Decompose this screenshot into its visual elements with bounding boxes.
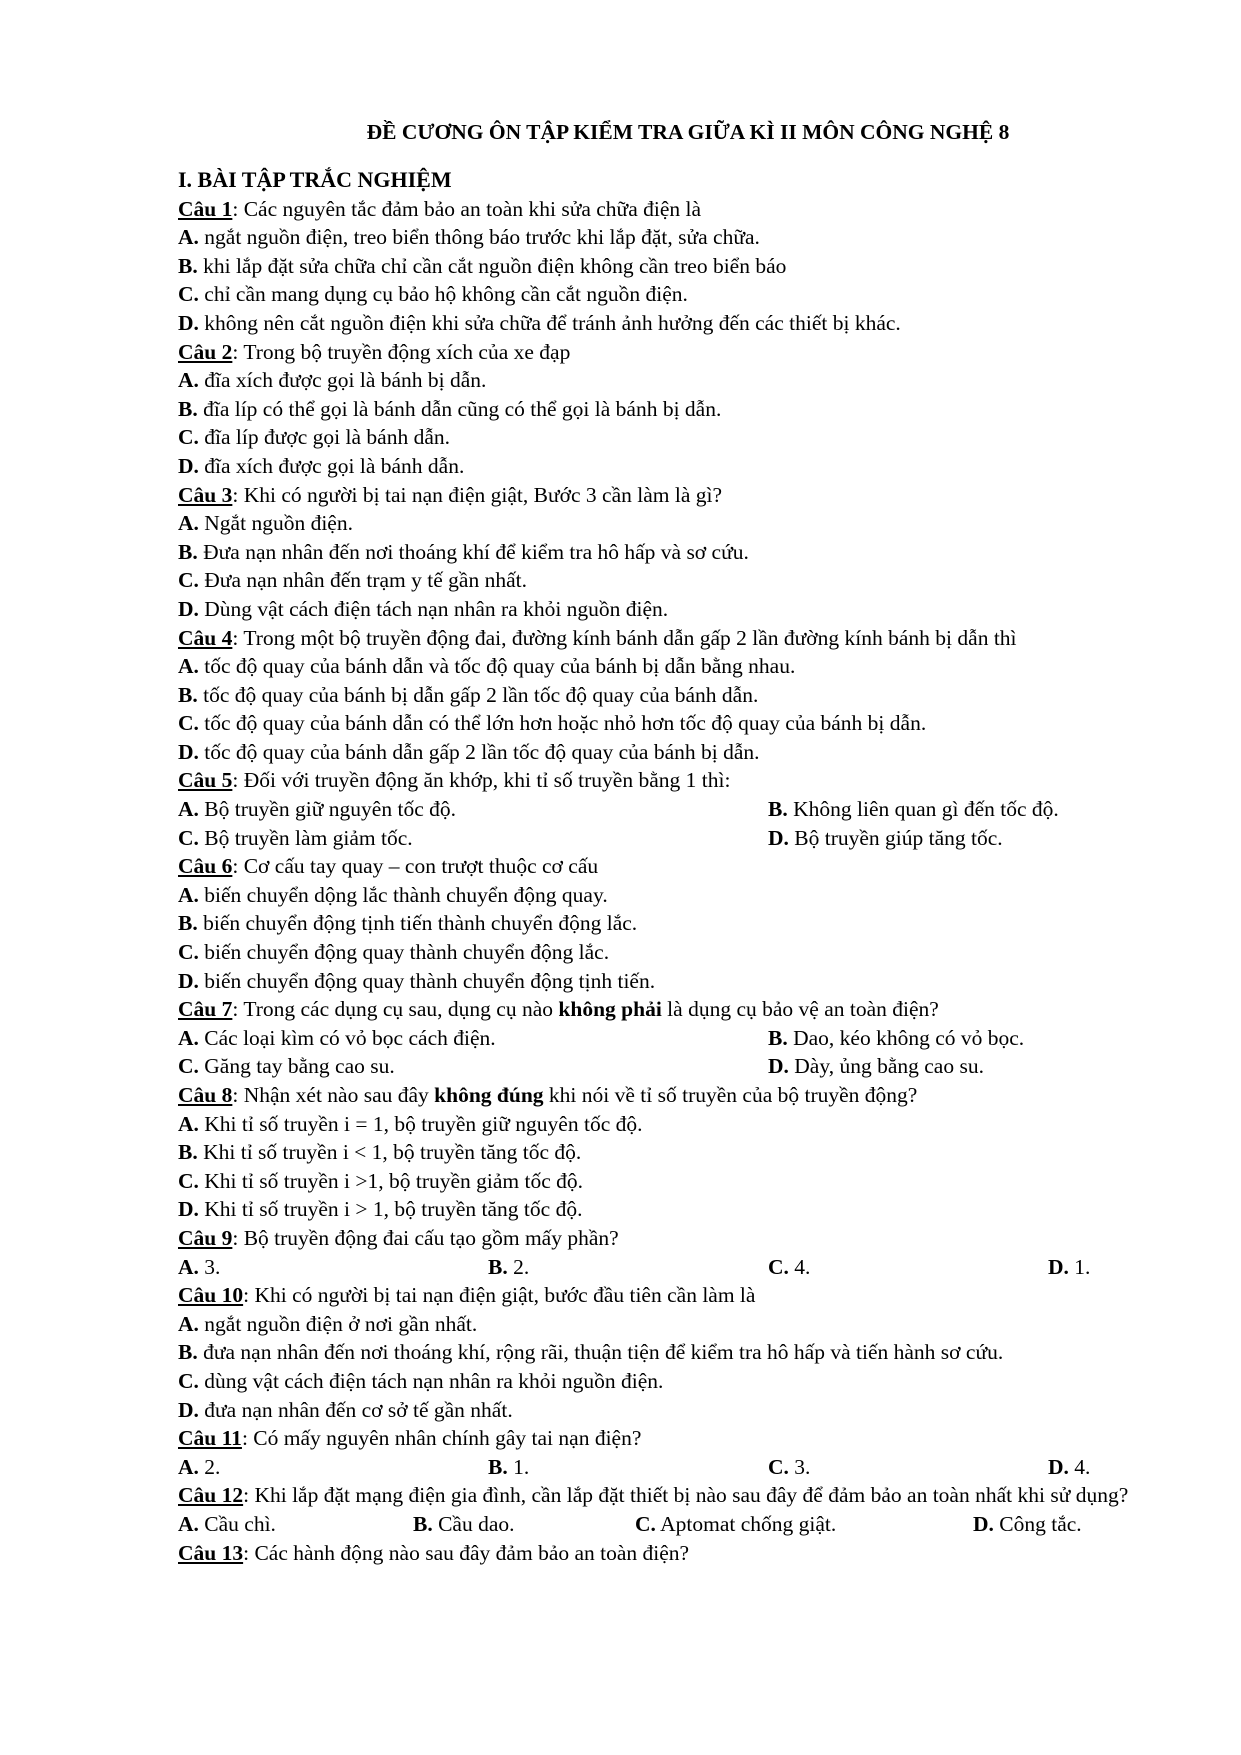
option-c: C. Aptomat chống giật.	[635, 1511, 837, 1536]
question-text: : Các nguyên tắc đảm bảo an toàn khi sửa chữa điện là	[232, 196, 702, 221]
question-4	[178, 624, 1158, 653]
question-text: : Khi có người bị tai nạn điện giật, Bước 3 cần làm là gì?	[232, 482, 723, 507]
question-number: Câu 10	[178, 1283, 244, 1308]
option-b: B. biến chuyển động tịnh tiến thành chuyển động lắc.	[178, 911, 638, 936]
option-b: B. 1.	[488, 1454, 530, 1479]
question-text: : Các hành động nào sau đây đảm bảo an toàn điện?	[243, 1540, 690, 1565]
document-page	[178, 118, 1158, 1567]
emphasis-text: không đúng	[434, 1083, 544, 1107]
question-number: Câu 8	[178, 1083, 233, 1107]
question-7: Câu 7: Trong các dụng cụ sau, dụng cụ nào không phải là dụng cụ bảo vệ an toàn điện?	[178, 997, 939, 1022]
option-c: C. chỉ cần mang dụng cụ bảo hộ không cần cắt nguồn điện.	[178, 282, 688, 307]
option-d: D. 1.	[1048, 1254, 1091, 1279]
option-c: C. Đưa nạn nhân đến trạm y tế gần nhất.	[178, 568, 527, 593]
options-row	[178, 1453, 1158, 1482]
option-b: B. tốc độ quay của bánh bị dẫn gấp 2 lần tốc độ quay của bánh dẫn.	[178, 682, 759, 707]
option-d: D. không nên cắt nguồn điện khi sửa chữa để tránh ảnh hưởng đến các thiết bị khác.	[178, 310, 901, 335]
options-row	[178, 1253, 1158, 1282]
option-a: A. Cầu chì.	[178, 1511, 276, 1536]
question-number: Câu 7	[178, 997, 233, 1022]
option-d: D. biến chuyển động quay thành chuyển động tịnh tiến.	[178, 968, 656, 993]
question-number: Câu 11	[178, 1426, 242, 1451]
option-d: D. đưa nạn nhân đến cơ sở tế gần nhất.	[178, 1397, 513, 1422]
question-9	[178, 1224, 1158, 1253]
question-text: : Khi lắp đặt mạng điện gia đình, cần lắp đặt thiết bị nào sau đây để đảm bảo an toàn nhất khi sử dụng?	[243, 1483, 1129, 1508]
question-number: Câu 13	[178, 1540, 244, 1565]
question-text: : Đối với truyền động ăn khớp, khi tỉ số truyền bằng 1 thì:	[232, 768, 731, 793]
question-number: Câu 6	[178, 854, 233, 879]
question-number: Câu 4	[178, 625, 233, 650]
option-b: B. Không liên quan gì đến tốc độ.	[768, 797, 1059, 822]
option-b: B. đưa nạn nhân đến nơi thoáng khí, rộng rãi, thuận tiện để kiểm tra hô hấp và tiến hành sơ cứu.	[178, 1340, 1004, 1365]
question-8: Câu 8: Nhận xét nào sau đây không đúng khi nói về tỉ số truyền của bộ truyền động?	[178, 1083, 918, 1107]
options-row	[178, 824, 1158, 853]
option-c: C. Khi tỉ số truyền i >1, bộ truyền giảm tốc độ.	[178, 1168, 584, 1193]
options-row	[178, 1052, 1158, 1081]
question-text: : Trong bộ truyền động xích của xe đạp	[232, 339, 571, 364]
question-text: : Khi có người bị tai nạn điện giật, bước đầu tiên cần làm là	[243, 1283, 756, 1308]
question-5	[178, 766, 1158, 795]
option-d: D. Khi tỉ số truyền i > 1, bộ truyền tăng tốc độ.	[178, 1197, 583, 1222]
option-a: A. ngắt nguồn điện, treo biển thông báo trước khi lắp đặt, sửa chữa.	[178, 225, 760, 250]
option-b: B. Dao, kéo không có vỏ bọc.	[768, 1025, 1025, 1050]
question-number: Câu 1	[178, 196, 233, 221]
question-3	[178, 481, 1158, 510]
document-title: ĐỀ CƯƠNG ÔN TẬP KIỂM TRA GIỮA KÌ II MÔN CÔNG NGHỆ 8	[366, 120, 1010, 144]
question-text: : Bộ truyền động đai cấu tạo gồm mấy phần?	[232, 1225, 619, 1250]
option-c: C. Găng tay bằng cao su.	[178, 1054, 395, 1079]
option-a: A. ngắt nguồn điện ở nơi gần nhất.	[178, 1311, 478, 1336]
question-number: Câu 3	[178, 482, 233, 507]
question-text: : Cơ cấu tay quay – con trượt thuộc cơ cấu	[232, 854, 599, 879]
option-c: C. biến chuyển động quay thành chuyển động lắc.	[178, 940, 610, 965]
option-b: B. 2.	[488, 1254, 530, 1279]
question-number: Câu 9	[178, 1225, 233, 1250]
option-a: A. biến chuyển dộng lắc thành chuyển động quay.	[178, 882, 608, 907]
question-text: : Có mấy nguyên nhân chính gây tai nạn điện?	[241, 1426, 642, 1451]
option-d: D. Dùng vật cách điện tách nạn nhân ra khỏi nguồn điện.	[178, 596, 669, 621]
option-c: C. Bộ truyền làm giảm tốc.	[178, 825, 413, 850]
question-13	[178, 1539, 1158, 1568]
option-d: D. Bộ truyền giúp tăng tốc.	[768, 825, 1003, 850]
option-a: A. tốc độ quay của bánh dẫn và tốc độ quay của bánh bị dẫn bằng nhau.	[178, 654, 796, 679]
options-row	[178, 795, 1158, 824]
option-c: C. đĩa líp được gọi là bánh dẫn.	[178, 425, 451, 450]
option-a: A. 2.	[178, 1454, 221, 1479]
question-number: Câu 2	[178, 339, 233, 364]
question-1	[178, 195, 1158, 224]
option-a: A. Bộ truyền giữ nguyên tốc độ.	[178, 797, 456, 822]
option-a: A. Ngắt nguồn điện.	[178, 511, 353, 536]
question-10	[178, 1281, 1158, 1310]
question-2	[178, 338, 1158, 367]
option-c: C. dùng vật cách điện tách nạn nhân ra khỏi nguồn điện.	[178, 1368, 664, 1393]
option-a: A. 3.	[178, 1254, 221, 1279]
option-b: B. Đưa nạn nhân đến nơi thoáng khí để kiểm tra hô hấp và sơ cứu.	[178, 539, 749, 564]
option-a: A. Khi tỉ số truyền i = 1, bộ truyền giữ nguyên tốc độ.	[178, 1111, 643, 1136]
emphasis-text: không phải	[558, 997, 662, 1022]
options-row	[178, 1024, 1158, 1053]
question-number: Câu 5	[178, 768, 233, 793]
option-d: D. Công tắc.	[973, 1511, 1082, 1536]
section-heading: I. BÀI TẬP TRẮC NGHIỆM	[178, 166, 452, 192]
option-d: D. Dày, ủng bằng cao su.	[768, 1054, 984, 1079]
option-c: C. tốc độ quay của bánh dẫn có thể lớn hơn hoặc nhỏ hơn tốc độ quay của bánh bị dẫn.	[178, 711, 927, 736]
question-6	[178, 852, 1158, 881]
question-11	[178, 1424, 1158, 1453]
option-c: C. 3.	[768, 1454, 811, 1479]
option-d: D. tốc độ quay của bánh dẫn gấp 2 lần tốc độ quay của bánh bị dẫn.	[178, 739, 760, 764]
question-12	[178, 1481, 1158, 1510]
option-a: A. đĩa xích được gọi là bánh bị dẫn.	[178, 368, 487, 393]
option-b: B. đĩa líp có thể gọi là bánh dẫn cũng có thể gọi là bánh bị dẫn.	[178, 396, 722, 421]
question-text: : Trong một bộ truyền động đai, đường kính bánh dẫn gấp 2 lần đường kính bánh bị dẫn thì	[232, 625, 1017, 650]
option-d: D. 4.	[1048, 1454, 1091, 1479]
option-b: B. Khi tỉ số truyền i < 1, bộ truyền tăng tốc độ.	[178, 1140, 582, 1165]
options-row	[178, 1510, 1158, 1539]
question-number: Câu 12	[178, 1483, 244, 1508]
option-d: D. đĩa xích được gọi là bánh dẫn.	[178, 453, 465, 478]
option-b: B. Cầu dao.	[413, 1511, 515, 1536]
option-c: C. 4.	[768, 1254, 811, 1279]
option-b: B. khi lắp đặt sửa chữa chỉ cần cắt nguồn điện không cần treo biển báo	[178, 253, 787, 278]
option-a: A. Các loại kìm có vỏ bọc cách điện.	[178, 1025, 496, 1050]
